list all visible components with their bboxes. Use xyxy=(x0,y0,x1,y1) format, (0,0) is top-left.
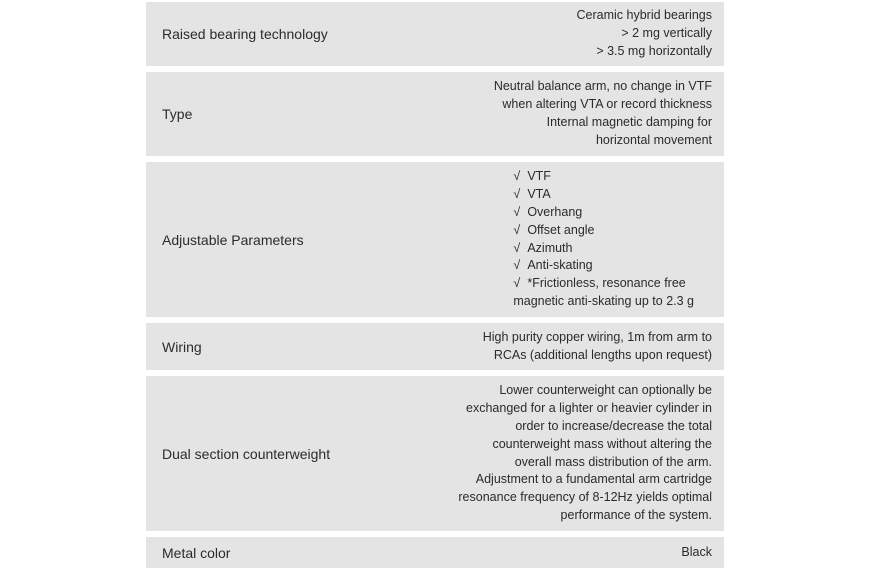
parameter-text: Azimuth xyxy=(527,240,573,255)
check-mark-icon: √ xyxy=(513,187,521,202)
spec-value-line: Adjustment to a fundamental arm cartridge xyxy=(475,472,712,487)
spec-row-metal-color xyxy=(146,537,724,568)
check-mark-icon: √ xyxy=(513,276,521,291)
spec-value-line: Ceramic hybrid bearings xyxy=(576,8,712,23)
spec-row-raised-bearing xyxy=(146,2,724,66)
spec-value xyxy=(483,329,712,365)
spec-row-type xyxy=(146,72,724,156)
spec-value-line: High purity copper wiring, 1m from arm to xyxy=(482,329,712,344)
spec-label: Raised bearing technology xyxy=(162,26,328,42)
parameter-continuation: magnetic anti-skating up to 2.3 g xyxy=(513,293,694,308)
spec-value-line: when altering VTA or record thickness xyxy=(502,97,712,112)
parameter-item xyxy=(513,186,694,204)
spec-value-line: > 3.5 mg horizontally xyxy=(596,43,712,58)
spec-value-line: counterweight mass without altering the xyxy=(492,436,712,451)
spec-value-line: resonance frequency of 8-12Hz yields optimal xyxy=(458,490,712,505)
parameter-text: Offset angle xyxy=(527,222,595,237)
spec-value-line: order to increase/decrease the total xyxy=(515,418,712,433)
spec-value-line: Black xyxy=(681,544,712,559)
spec-value-line: horizontal movement xyxy=(595,132,712,147)
parameter-item xyxy=(513,204,694,222)
check-mark-icon: √ xyxy=(513,240,521,255)
parameter-item xyxy=(513,275,694,293)
spec-row-dual-section-counterweight xyxy=(146,376,724,531)
spec-value xyxy=(577,7,712,60)
spec-value-line: exchanged for a lighter or heavier cylinder in xyxy=(466,401,712,416)
spec-value-line: Internal magnetic damping for xyxy=(546,115,712,129)
parameter-checklist xyxy=(513,168,694,310)
spec-label: Wiring xyxy=(162,338,202,355)
spec-row-adjustable-parameters xyxy=(146,162,724,317)
check-mark-icon: √ xyxy=(513,204,521,219)
spec-label: Metal color xyxy=(162,544,231,561)
check-mark-icon: √ xyxy=(513,258,521,273)
spec-label: Dual section counterweight xyxy=(162,445,331,462)
spec-value-line: RCAs (additional lengths upon request) xyxy=(493,347,712,362)
check-mark-icon: √ xyxy=(513,222,521,237)
parameter-item xyxy=(513,257,694,275)
parameter-text: VTF xyxy=(527,169,551,184)
spec-label: Type xyxy=(162,106,193,122)
spec-value-line: performance of the system. xyxy=(560,507,712,522)
spec-label: Adjustable Parameters xyxy=(162,231,304,248)
spec-value-line: Neutral balance arm, no change in VTF xyxy=(493,79,712,94)
check-mark-icon: √ xyxy=(513,169,521,184)
spec-value xyxy=(681,544,712,562)
parameter-item xyxy=(513,222,694,240)
parameter-text: Overhang xyxy=(527,204,583,219)
parameter-item xyxy=(513,240,694,258)
parameter-text: VTA xyxy=(527,187,551,202)
spec-value-line: overall mass distribution of the arm. xyxy=(514,454,712,469)
parameter-text: *Frictionless, resonance free xyxy=(527,276,686,291)
parameter-text: Anti-skating xyxy=(527,258,593,273)
spec-value xyxy=(494,78,712,149)
parameter-item xyxy=(513,168,694,186)
spec-value-line: Lower counterweight can optionally be xyxy=(499,383,712,398)
spec-value xyxy=(458,382,712,524)
spec-value-line: > 2 mg vertically xyxy=(621,26,712,41)
spec-table xyxy=(146,2,724,574)
spec-row-wiring xyxy=(146,323,724,370)
